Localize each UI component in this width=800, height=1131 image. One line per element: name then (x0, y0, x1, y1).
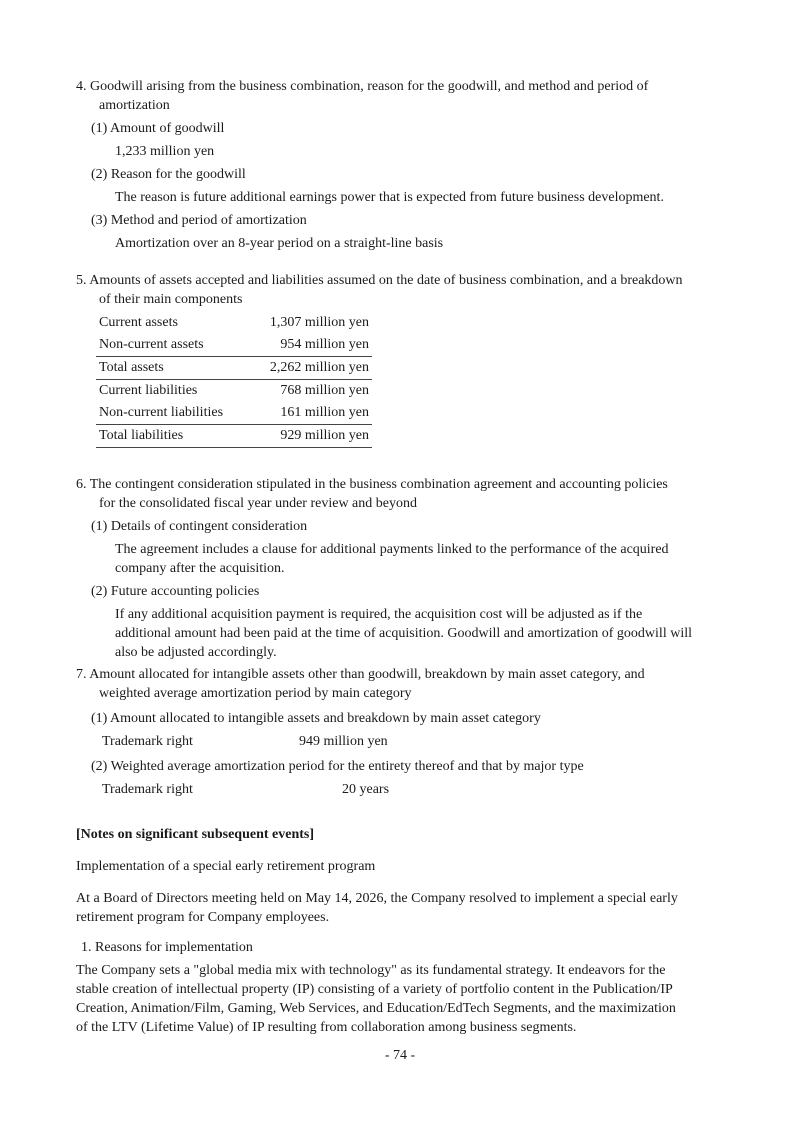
contingent-details-line-1: The agreement includes a clause for additional payments linked to the performance of the acquired (115, 542, 669, 557)
section-5-heading: 5. Amounts of assets accepted and liabilities assumed on the date of business combination, and a breakdown (76, 273, 683, 288)
table-row (96, 425, 372, 448)
table-row (96, 402, 372, 425)
trademark-period-label: Trademark right (102, 782, 193, 797)
section-7-item-1-title: (1) Amount allocated to intangible assets and breakdown by main asset category (91, 711, 541, 726)
page-number: - 74 - (384, 1048, 416, 1063)
section-7-heading-continued: weighted average amortization period by main category (99, 686, 412, 701)
row-amount: 161 million yen (249, 402, 372, 425)
row-amount: 1,307 million yen (269, 315, 369, 330)
row-label: Non-current liabilities (96, 402, 249, 425)
section-6-heading-continued: for the consolidated fiscal year under review and beyond (99, 496, 417, 511)
row-label: Current liabilities (99, 383, 198, 398)
section-7-heading: 7. Amount allocated for intangible assets other than goodwill, breakdown by main asset category, and (76, 667, 645, 682)
section-7-item-2-title: (2) Weighted average amortization period for the entirety thereof and that by major type (91, 759, 584, 774)
row-amount: 2,262 million yen (249, 357, 372, 380)
row-label: Current assets (99, 315, 178, 330)
resolution-line-1: At a Board of Directors meeting held on May 14, 2026, the Company resolved to implement a special early (76, 891, 678, 906)
section-6-item-1-title: (1) Details of contingent consideration (91, 519, 308, 534)
table-row (96, 334, 372, 357)
amortization-method: Amortization over an 8-year period on a straight-line basis (115, 236, 444, 251)
row-label: Non-current assets (96, 334, 249, 357)
subsequent-events-heading: [Notes on significant subsequent events] (76, 827, 315, 842)
early-retirement-subheading: Implementation of a special early retirement program (76, 859, 376, 874)
contingent-details-line-2: company after the acquisition. (115, 561, 285, 576)
trademark-period: 20 years (342, 782, 390, 797)
reasons-line-1: The Company sets a "global media mix with technology" as its fundamental strategy. It endeavors for the (76, 963, 666, 978)
section-5-heading-continued: of their main components (99, 292, 243, 307)
trademark-label: Trademark right (102, 734, 193, 749)
reasons-item-title: 1. Reasons for implementation (81, 940, 253, 955)
assets-liabilities-table (96, 312, 372, 448)
section-4-item-3-title: (3) Method and period of amortization (91, 213, 307, 228)
table-row (96, 357, 372, 380)
section-4-item-2-title: (2) Reason for the goodwill (91, 167, 246, 182)
reasons-line-2: stable creation of intellectual property (IP) consisting of a variety of portfolio content in the Publication/IP (76, 982, 673, 997)
accounting-policy-line-3: also be adjusted accordingly. (115, 645, 277, 660)
reasons-line-3: Creation, Animation/Film, Gaming, Web Services, and Education/EdTech Segments, and the maximization (76, 1001, 676, 1016)
row-label: Total assets (96, 357, 249, 380)
accounting-policy-line-2: additional amount had been paid at the time of acquisition. Goodwill and amortization of goodwill will (115, 626, 692, 641)
trademark-amount: 949 million yen (299, 734, 388, 749)
row-amount: 768 million yen (280, 383, 369, 398)
goodwill-reason: The reason is future additional earnings power that is expected from future business development. (115, 190, 664, 205)
table-row (96, 312, 372, 334)
resolution-line-2: retirement program for Company employees. (76, 910, 330, 925)
accounting-policy-line-1: If any additional acquisition payment is required, the acquisition cost will be adjusted as if the (115, 607, 643, 622)
section-4-heading: 4. Goodwill arising from the business combination, reason for the goodwill, and method and period of (76, 79, 649, 94)
section-6-item-2-title: (2) Future accounting policies (91, 584, 260, 599)
reasons-line-4: of the LTV (Lifetime Value) of IP resulting from collaboration among business segments. (76, 1020, 577, 1035)
section-6-heading: 6. The contingent consideration stipulated in the business combination agreement and accounting policies (76, 477, 668, 492)
goodwill-amount: 1,233 million yen (115, 144, 215, 159)
row-label: Total liabilities (96, 425, 249, 448)
row-amount: 929 million yen (249, 425, 372, 448)
section-4-item-1-title: (1) Amount of goodwill (91, 121, 225, 136)
row-amount: 954 million yen (249, 334, 372, 357)
table-row (96, 380, 372, 403)
section-4-heading-continued: amortization (99, 98, 170, 113)
